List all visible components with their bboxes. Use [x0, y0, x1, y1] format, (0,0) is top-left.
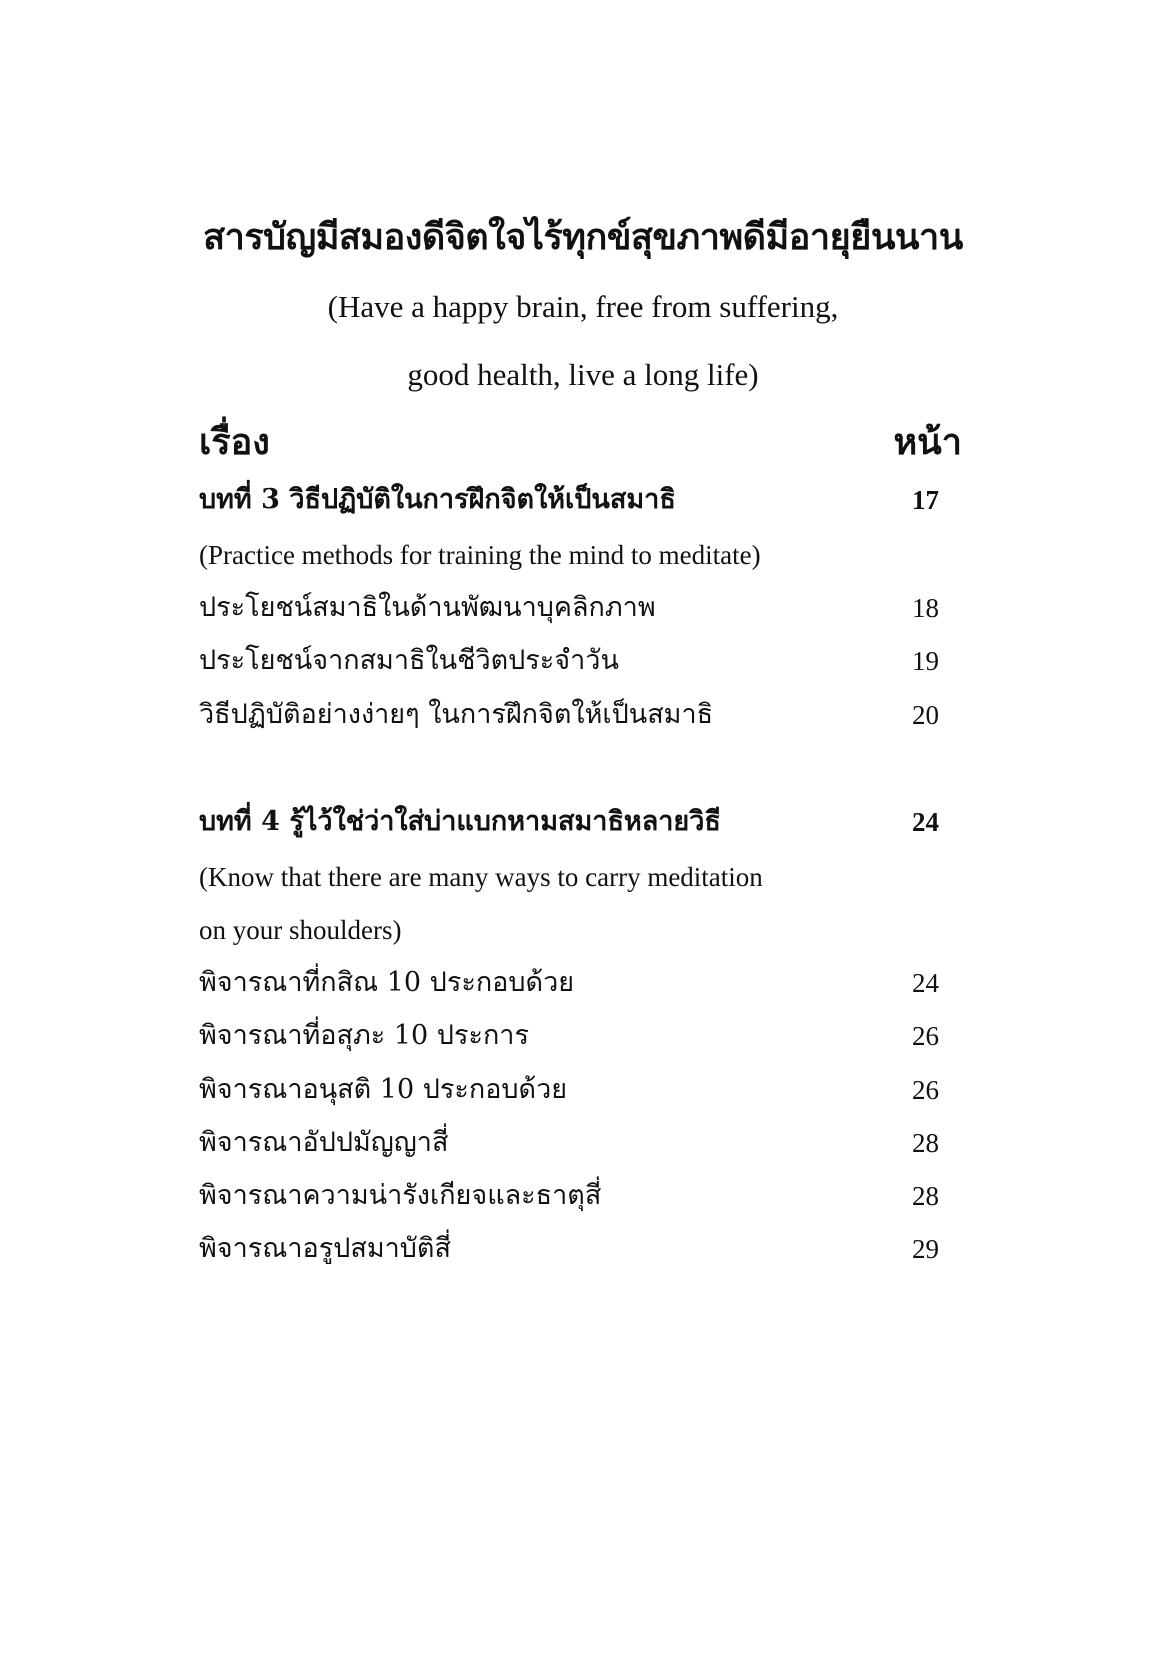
- toc-entry[interactable]: [199, 1014, 939, 1058]
- toc-entry[interactable]: [199, 639, 939, 683]
- toc-header: [199, 413, 962, 463]
- toc-entry[interactable]: [199, 1227, 939, 1271]
- toc-entry-page: 28: [912, 1128, 939, 1158]
- toc-chapter-4-page: 24: [912, 807, 939, 837]
- toc-entry-page: 18: [912, 593, 939, 623]
- toc-entry-title: พิจารณาที่กสิณ 10 ประกอบด้วย: [199, 967, 575, 998]
- toc-entry-page: 19: [912, 646, 939, 676]
- toc-entry-title: วิธีปฏิบัติอย่างง่ายๆ ในการฝึกจิตให้เป็นสมาธิ: [199, 699, 714, 730]
- page-title: สารบัญมีสมองดีจิตใจไร้ทุกข์สุขภาพดีมีอายุยืนนาน: [203, 216, 963, 258]
- toc-entry[interactable]: [199, 1174, 939, 1218]
- toc-entry-page: 26: [912, 1075, 939, 1105]
- toc-chapter-4-english-2: [199, 908, 939, 952]
- toc-entry-title: พิจารณาที่อสุภะ 10 ประการ: [199, 1020, 529, 1051]
- toc-entry[interactable]: [199, 586, 939, 630]
- toc-chapter-3[interactable]: [199, 478, 939, 522]
- toc-chapter-4-english-text-2: on your shoulders): [199, 915, 402, 945]
- toc-chapter-4[interactable]: [199, 800, 939, 844]
- toc-chapter-3-title: บทที่ 3 วิธีปฏิบัติในการฝึกจิตให้เป็นสมาธิ: [199, 484, 676, 515]
- toc-entry-page: 24: [912, 968, 939, 998]
- toc-entry-page: 20: [912, 700, 939, 730]
- toc-chapter-4-english-text-1: (Know that there are many ways to carry meditation: [199, 862, 763, 892]
- toc-chapter-3-page: 17: [912, 485, 939, 515]
- toc-entry[interactable]: [199, 1121, 939, 1165]
- toc-chapter-4-title: บทที่ 4 รู้ไว้ใช่ว่าใส่บ่าแบกหามสมาธิหลายวิธี: [199, 806, 721, 837]
- subtitle-line-2: good health, live a long life): [407, 357, 759, 392]
- toc-chapter-4-english-1: [199, 855, 939, 899]
- toc-entry-page: 28: [912, 1181, 939, 1211]
- toc-entry-title: พิจารณาความน่ารังเกียจและธาตุสี่: [199, 1180, 602, 1211]
- toc-chapter-3-english-text: (Practice methods for training the mind to meditate): [199, 540, 761, 570]
- toc-entry-title: พิจารณาอัปปมัญญาสี่: [199, 1127, 449, 1158]
- toc-entry-page: 29: [912, 1234, 939, 1264]
- toc-header-page: หน้า: [893, 421, 962, 463]
- toc-entry-page: 26: [912, 1021, 939, 1051]
- subtitle-line-1: (Have a happy brain, free from suffering,: [327, 289, 839, 324]
- toc-entry-title: ประโยชน์สมาธิในด้านพัฒนาบุคลิกภาพ: [199, 592, 656, 623]
- toc-entry-title: ประโยชน์จากสมาธิในชีวิตประจำวัน: [199, 645, 619, 676]
- toc-entry[interactable]: [199, 1068, 939, 1112]
- toc-chapter-3-english: [199, 533, 939, 577]
- toc-entry[interactable]: [199, 961, 939, 1005]
- toc-header-subject: เรื่อง: [199, 421, 270, 463]
- toc-entry-title: พิจารณาอนุสติ 10 ประกอบด้วย: [199, 1074, 568, 1105]
- toc-entry[interactable]: [199, 693, 939, 737]
- toc-entry-title: พิจารณาอรูปสมาบัติสี่: [199, 1233, 451, 1264]
